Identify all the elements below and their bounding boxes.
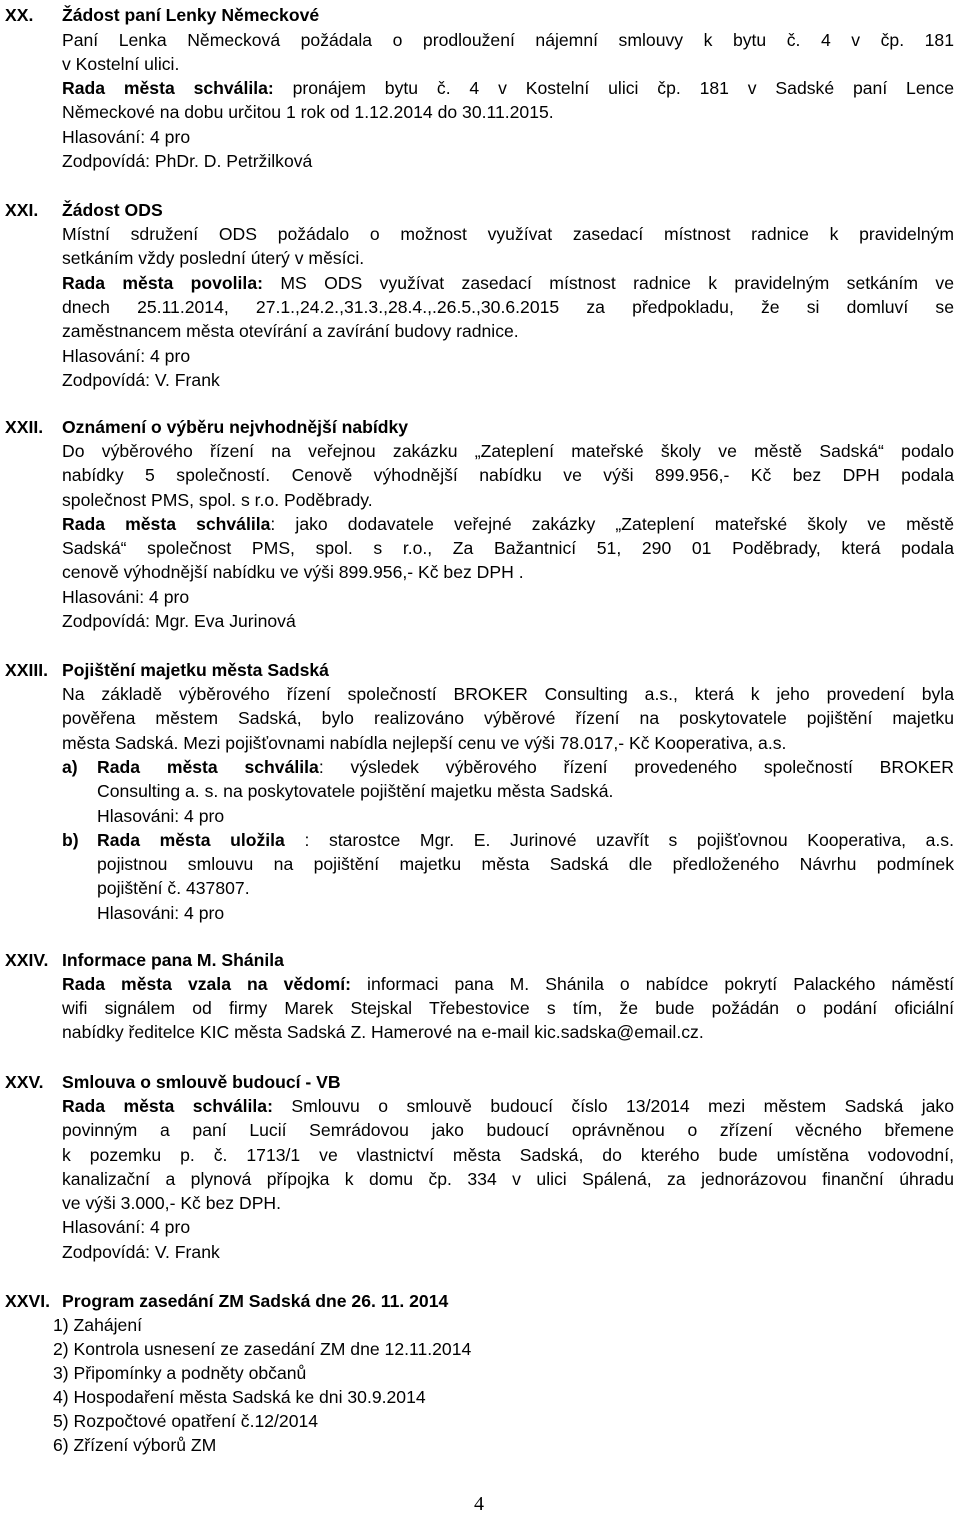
resolution-label: Rada města schválila: (62, 1096, 273, 1116)
list-item: 6) Zřízení výborů ZM (53, 1435, 217, 1455)
section-number: XXIII. (5, 660, 49, 680)
section-title: Informace pana M. Shánila (62, 950, 284, 970)
resolution-text: MS ODS využívat zasedací místnost radnice k pravidelným setkáním ve (262, 273, 954, 293)
resolution-line (97, 830, 954, 851)
paragraph-line: ve výši 3.000,- Kč bez DPH. (62, 1193, 282, 1213)
paragraph-line: Německové na dobu určitou 1 rok od 1.12.2014 do 30.11.2015. (62, 102, 554, 122)
section-title: Žádost ODS (62, 200, 163, 220)
paragraph-line: zaměstnancem města otevírání a zavírání budovy radnice. (62, 321, 519, 341)
section-number: XX. (5, 5, 34, 25)
resolution-label: Rada města povolila: (62, 273, 263, 293)
vote-line: Hlasování: 4 pro (62, 127, 191, 147)
list-label-b: b) (62, 830, 79, 850)
resolution-text: informaci pana M. Shánila o nabídce pokrytí Palackého náměstí (351, 974, 954, 994)
paragraph-line: Paní Lenka Německová požádala o prodloužení nájemní smlouvy k bytu č. 4 v čp. 181 (62, 30, 954, 50)
paragraph-line: setkáním vždy poslední úterý v měsíci. (62, 248, 365, 268)
resolution-text: Smlouvu o smlouvě budoucí číslo 13/2014 mezi městem Sadská jako (272, 1096, 954, 1116)
vote-line: Hlasováni: 4 pro (97, 903, 225, 923)
responsible-line: Zodpovídá: Mgr. Eva Jurinová (62, 611, 296, 631)
paragraph-line: Sadská“ společnost PMS, spol. s r.o., Za Bažantnicí 51, 290 01 Poděbrady, která podala (62, 538, 954, 558)
paragraph-line: povinným a paní Lucií Semrádovou jako budoucí oprávněnou o zřízení věcného břemene (62, 1120, 954, 1140)
vote-line: Hlasováni: 4 pro (62, 587, 190, 607)
list-item: 1) Zahájení (53, 1315, 142, 1335)
vote-line: Hlasováni: 4 pro (97, 806, 225, 826)
section-title: Oznámení o výběru nejvhodnější nabídky (62, 417, 409, 437)
paragraph-line: v Kostelní ulici. (62, 54, 180, 74)
section-number: XXVI. (5, 1291, 50, 1311)
vote-line: Hlasování: 4 pro (62, 346, 191, 366)
paragraph-line: Místní sdružení ODS požádalo o možnost využívat zasedací místnost radnice k pravidelným (62, 224, 954, 244)
resolution-line (62, 974, 954, 995)
section-title: Žádost paní Lenky Německové (62, 5, 320, 25)
paragraph-line: Na základě výběrového řízení společností BROKER Consulting a.s., která k jeho provedení byla (62, 684, 954, 704)
paragraph-line: cenově výhodnější nabídku ve výši 899.956,- Kč bez DPH . (62, 562, 524, 582)
list-item: 3) Připomínky a podněty občanů (53, 1363, 307, 1383)
page-number: 4 (474, 1493, 484, 1515)
resolution-line (97, 757, 954, 778)
resolution-text: pronájem bytu č. 4 v Kostelní ulici čp. 181 v Sadské paní Lence (273, 78, 954, 98)
paragraph-line: nabídky 5 společností. Cenově výhodnější nabídku ve výši 899.956,- Kč bez DPH podala (62, 465, 954, 485)
resolution-text: : jako dodavatele veřejné zakázky „Zateplení mateřské školy ve městě (270, 514, 954, 534)
resolution-text: : výsledek výběrového řízení provedeného společností BROKER (318, 757, 954, 777)
resolution-label: Rada města uložila (97, 830, 285, 850)
paragraph-line: Consulting a. s. na poskytovatele pojištění majetku města Sadská. (97, 781, 614, 801)
paragraph-line: Do výběrového řízení na veřejnou zakázku „Zateplení mateřské školy ve městě Sadská“ podalo (62, 441, 954, 461)
resolution-label: Rada města schválila (97, 757, 319, 777)
section-title: Smlouva o smlouvě budoucí - VB (62, 1072, 341, 1092)
resolution-label: Rada města vzala na vědomí: (62, 974, 352, 994)
responsible-line: Zodpovídá: V. Frank (62, 1242, 220, 1262)
resolution-line (62, 1096, 954, 1117)
resolution-text: : starostce Mgr. E. Jurinové uzavřít s pojišťovnou Kooperativa, a.s. (284, 830, 954, 850)
resolution-label: Rada města schválila (62, 514, 271, 534)
resolution-label: Rada města schválila: (62, 78, 274, 98)
responsible-line: Zodpovídá: PhDr. D. Petržilková (62, 151, 313, 171)
paragraph-line: wifi signálem od firmy Marek Stejskal Třebestovice s tím, že bude požádán o podání oficiální (62, 998, 954, 1018)
section-title: Program zasedání ZM Sadská dne 26. 11. 2014 (62, 1291, 449, 1311)
paragraph-line: pojistnou smlouvu na pojištění majetku města Sadská dle předloženého Návrhu podmínek (97, 854, 954, 874)
responsible-line: Zodpovídá: V. Frank (62, 370, 220, 390)
paragraph-line: dnech 25.11.2014, 27.1.,24.2.,31.3.,28.4.,.26.5.,30.6.2015 za předpokladu, že si domluví se (62, 297, 954, 317)
list-item: 4) Hospodaření města Sadská ke dni 30.9.2014 (53, 1387, 426, 1407)
resolution-line (62, 78, 954, 99)
section-number: XXI. (5, 200, 39, 220)
list-item: 2) Kontrola usnesení ze zasedání ZM dne 12.11.2014 (53, 1339, 472, 1359)
paragraph-line: společnost PMS, spol. s r.o. Poděbrady. (62, 490, 373, 510)
vote-line: Hlasování: 4 pro (62, 1217, 191, 1237)
resolution-line (62, 273, 954, 294)
section-number: XXIV. (5, 950, 49, 970)
section-title: Pojištění majetku města Sadská (62, 660, 329, 680)
paragraph-line: nabídky ředitelce KIC města Sadská Z. Hamerové na e-mail kic.sadska@email.cz. (62, 1022, 704, 1042)
paragraph-line: pověřena městem Sadská, bylo realizováno výběrové řízení na poskytovatele pojištění majetku (62, 708, 954, 728)
paragraph-line: kanalizační a plynová přípojka k domu čp. 334 v ulici Spálená, za jednorázovou finanční úhradu (62, 1169, 954, 1189)
paragraph-line: města Sadská. Mezi pojišťovnami nabídla nejlepší cenu ve výši 78.017,- Kč Kooperativa, a.s. (62, 733, 787, 753)
section-number: XXII. (5, 417, 44, 437)
list-label-a: a) (62, 757, 78, 777)
paragraph-line: pojištění č. 437807. (97, 878, 250, 898)
resolution-line (62, 514, 954, 535)
section-number: XXV. (5, 1072, 44, 1092)
list-item: 5) Rozpočtové opatření č.12/2014 (53, 1411, 319, 1431)
paragraph-line: k pozemku p. č. 1713/1 ve vlastnictví města Sadská, do kterého bude umístěna vodovodní, (62, 1145, 954, 1165)
